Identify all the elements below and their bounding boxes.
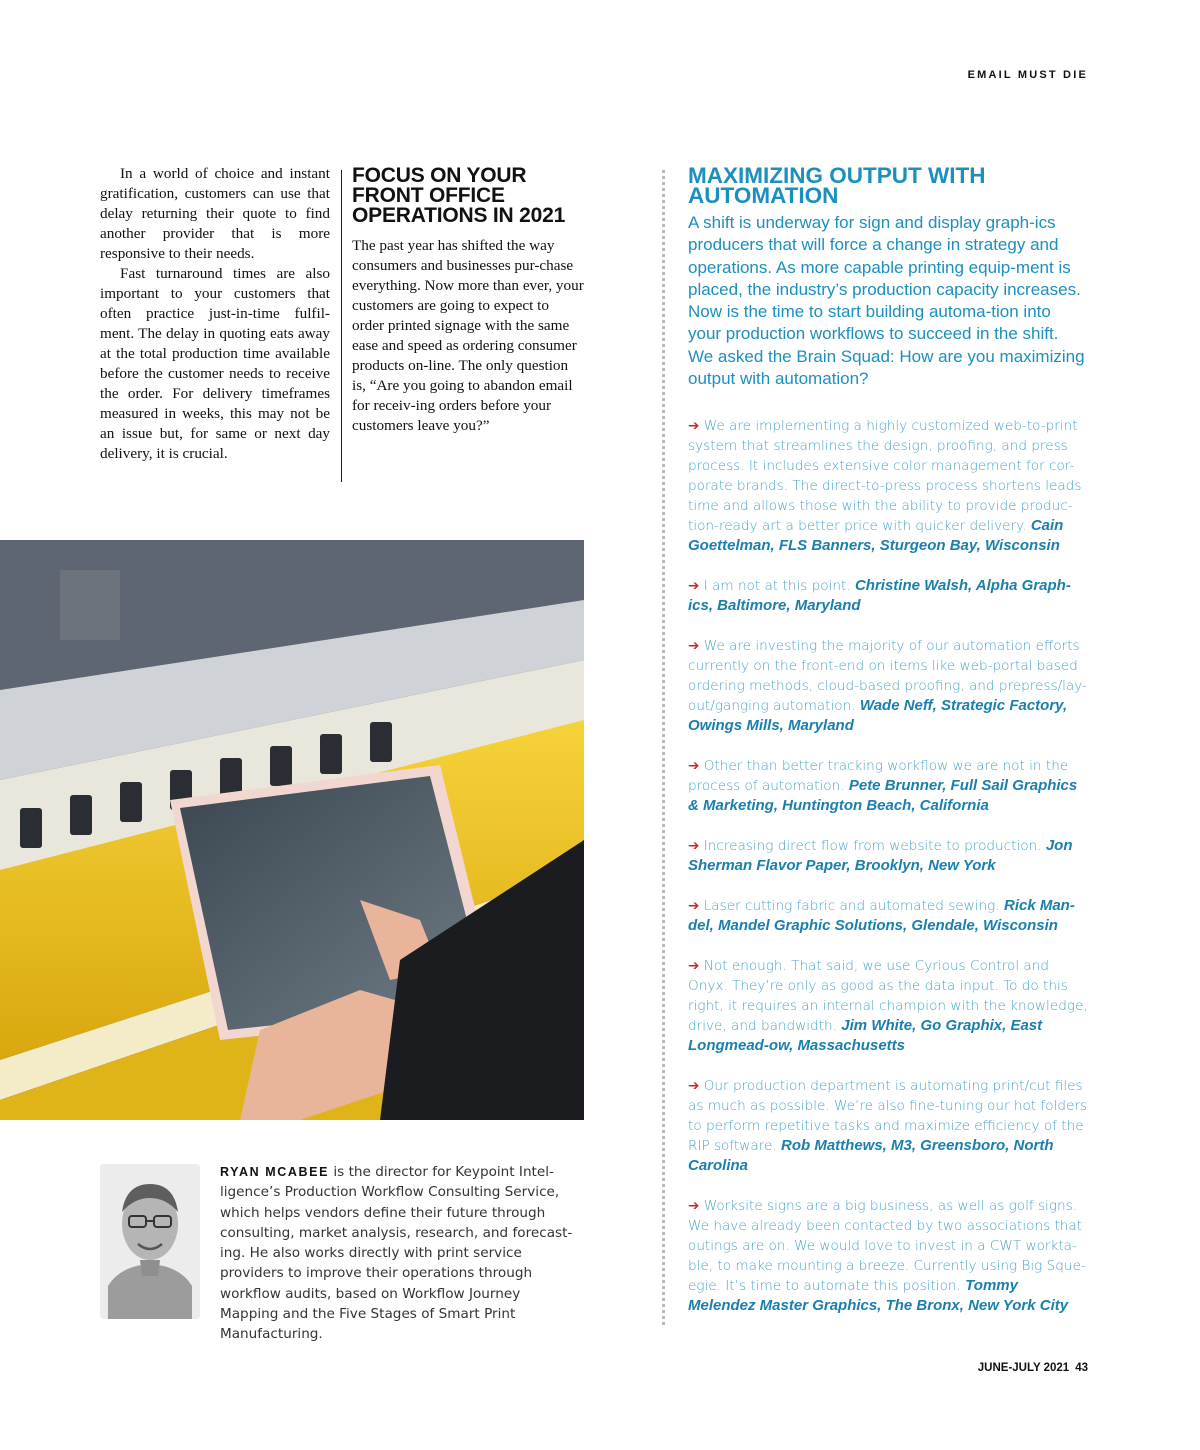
page-folio	[978, 1362, 1088, 1374]
respondent-credit: Pete Brunner, Full Sail Graphics & Marketing, Huntington Beach, California	[688, 777, 1078, 815]
arrow-icon: ➔	[688, 1078, 700, 1095]
arrow-icon: ➔	[688, 958, 700, 975]
respondent-credit: Jim White, Go Graphix, East Longmead-ow, Massachusetts	[688, 1017, 1043, 1055]
photo-illustration	[0, 540, 584, 1120]
respondent-credit: Wade Neff, Strategic Factory, Owings Mills, Maryland	[688, 697, 1068, 735]
author-name: RYAN MCABEE	[220, 1165, 330, 1179]
response-item	[688, 576, 1088, 616]
respondent-credit: Rob Matthews, M3, Greensboro, North Carolina	[688, 1137, 1054, 1175]
response-text: Not enough. That said, we use Cyrious Control and Onyx. They’re only as good as the data input. To do this right, it requires an internal champion with the knowledge, drive, and bandwidth.	[688, 958, 1088, 1035]
author-headshot	[100, 1164, 200, 1319]
response-text: Increasing direct flow from website to production.	[703, 838, 1042, 855]
arrow-icon: ➔	[688, 758, 700, 775]
column-1	[100, 164, 330, 464]
response-item	[688, 896, 1088, 936]
sidebar-intro: A shift is underway for sign and display graph-ics producers that will force a change in strategy and operations. As more capable printing equip-ment is placed, the industry’s production capacity increases. Now is the time to start building automa-tion into your production workflows to succeed in the shift. We asked the Brain Squad: How are you maximizing output with automation?	[688, 213, 1085, 389]
respondent-credit: Christine Walsh, Alpha Graph-ics, Baltimore, Maryland	[688, 577, 1071, 615]
body-paragraph: Fast turnaround times are also important to your customers that often practice just-in-time fulfil-ment. The delay in quoting eats away at the total production time available before the customer needs to receive the order. For delivery timeframes measured in weeks, this may not be an issue but, for same or next day delivery, it is crucial.	[100, 265, 330, 462]
respondent-credit: Tommy Melendez Master Graphics, The Bronx, New York City	[688, 1277, 1069, 1315]
response-item	[688, 1076, 1088, 1176]
response-text: Worksite signs are a big business, as well as golf signs. We have already been contacted by two associations that outings are on. We would love to invest in a CWT workta-ble, to make mounting a breeze. Currently using Big Sque-egie. It’s time to automate this position.	[688, 1198, 1086, 1295]
response-item	[688, 1196, 1088, 1316]
sidebar-automation	[688, 163, 1088, 1336]
bio-text: is the director for Keypoint Intel-ligence’s Production Workflow Consulting Service, which helps vendors define their future through consulting, market analysis, research, and forecast-ing. He also works directly with print service providers to improve their operations through workflow audits, based on Workflow Journey Mapping and the Five Stages of Smart Print Manufacturing.	[220, 1164, 573, 1343]
response-text: We are investing the majority of our automation efforts currently on the front-end on items like web-portal based ordering methods, cloud-based proofing, and prepress/lay-out/ganging automation.	[688, 638, 1087, 715]
response-item	[688, 836, 1088, 876]
arrow-icon: ➔	[688, 578, 700, 595]
arrow-icon: ➔	[688, 898, 700, 915]
arrow-icon: ➔	[688, 1198, 700, 1215]
arrow-icon: ➔	[688, 418, 700, 435]
body-paragraph: In a world of choice and instant gratification, customers can use that delay returning their quote to find another provider that is more responsive to their needs.	[100, 165, 330, 262]
response-item	[688, 756, 1088, 816]
response-text: We are implementing a highly customized web-to-print system that streamlines the design, proofing, and press process. It includes extensive color management for cor-porate brands. The direct-to-press process shortens leads time and allows those with the ability to provide produc-tion-ready art a better price with quicker delivery.	[688, 418, 1082, 535]
respondent-credit: Jon Sherman Flavor Paper, Brooklyn, New York	[688, 837, 1073, 875]
column-divider	[341, 170, 342, 482]
arrow-icon: ➔	[688, 638, 700, 655]
respondent-credit: Rick Man-del, Mandel Graphic Solutions, Glendale, Wisconsin	[688, 897, 1075, 935]
response-item	[688, 956, 1088, 1056]
response-text: Our production department is automating print/cut files as much as possible. We’re also fine-tuning our hot folders to perform repetitive tasks and maximize efficiency of the RIP software.	[688, 1078, 1088, 1155]
dotted-divider	[662, 170, 665, 1325]
tablet-printer-photo	[0, 540, 584, 1120]
response-text: Other than better tracking workflow we are not in the process of automation.	[688, 758, 1069, 795]
respondent-credit: Cain Goettelman, FLS Banners, Sturgeon Bay, Wisconsin	[688, 517, 1064, 555]
response-item	[688, 416, 1088, 556]
response-text: Laser cutting fabric and automated sewing.	[703, 898, 1000, 915]
response-list	[688, 416, 1088, 1316]
page-number: 43	[1075, 1362, 1088, 1374]
column-2	[352, 166, 584, 436]
response-item	[688, 636, 1088, 736]
author-bio	[220, 1162, 580, 1345]
headshot-illustration	[100, 1164, 200, 1319]
issue-date: JUNE-JULY 2021	[977, 1362, 1070, 1374]
sidebar-heading: MAXIMIZING OUTPUT WITH AUTOMATION	[688, 163, 986, 208]
body-paragraph: The past year has shifted the way consumers and businesses pur-chase everything. Now more than ever, your customers are going to expect to order printed signage with the same ease and speed as ordering consumer products on-line. The only question is, “Are you going to abandon email for receiv-ing orders before your customers leave you?”	[352, 237, 584, 434]
response-text: I am not at this point.	[703, 578, 851, 595]
arrow-icon: ➔	[688, 838, 700, 855]
running-head: EMAIL MUST DIE	[967, 69, 1088, 81]
section-heading: FOCUS ON YOUR FRONT OFFICE OPERATIONS IN 2021	[352, 164, 566, 227]
